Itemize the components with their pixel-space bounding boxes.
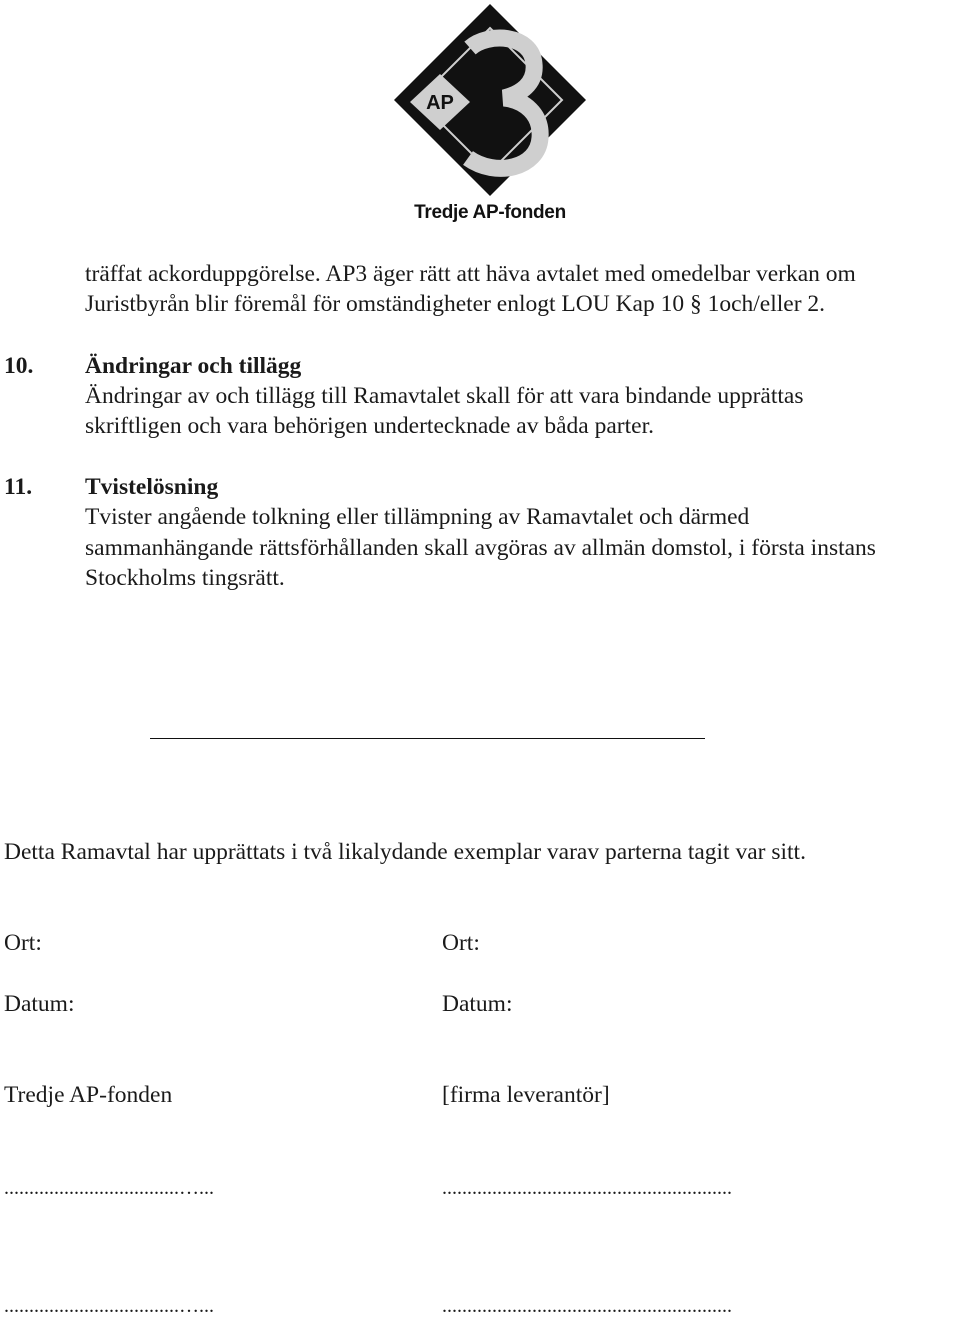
section-11-title: Tvistelösning: [85, 474, 219, 500]
section-10-line-2: skriftligen och vara behörigen undertecknade av båda parter.: [85, 413, 654, 439]
paragraph-continuation-line-1: träffat ackorduppgörelse. AP3 äger rätt att häva avtalet med omedelbar verkan om: [85, 261, 856, 287]
left-date-label: Datum:: [4, 991, 75, 1017]
section-11-line-3: Stockholms tingsrätt.: [85, 565, 285, 591]
tredje-ap-fonden-logo: [392, 2, 588, 228]
left-party-name: Tredje AP-fonden: [4, 1082, 173, 1108]
logo-caption: Tredje AP-fonden: [414, 202, 566, 223]
closing-statement: Detta Ramavtal har upprättats i två likalydande exemplar varav parterna tagit var sitt.: [4, 839, 806, 865]
right-date-label: Datum:: [442, 991, 513, 1017]
right-party-name: [firma leverantör]: [442, 1082, 610, 1108]
logo-ap-text: AP: [426, 92, 454, 114]
left-place-label: Ort:: [4, 930, 42, 956]
section-11-number: 11.: [4, 474, 33, 500]
right-name-dots: ..........................................................: [442, 1295, 732, 1317]
section-10-number: 10.: [4, 353, 34, 379]
section-10-title: Ändringar och tillägg: [85, 353, 302, 379]
left-name-dots: ...................................…...: [4, 1295, 214, 1317]
right-place-label: Ort:: [442, 930, 480, 956]
horizontal-rule: [150, 738, 705, 739]
section-10-line-1: Ändringar av och tillägg till Ramavtalet skall för att vara bindande upprättas: [85, 383, 804, 409]
left-signature-dots: ...................................…...: [4, 1177, 214, 1199]
paragraph-continuation-line-2: Juristbyrån blir föremål för omständigheter enlogt LOU Kap 10 § 1och/eller 2.: [85, 291, 826, 317]
section-11-line-1: Tvister angående tolkning eller tillämpning av Ramavtalet och därmed: [85, 504, 750, 530]
right-signature-dots: ..........................................................: [442, 1177, 732, 1199]
ap3-diamond-icon: [392, 2, 588, 202]
section-11-line-2: sammanhängande rättsförhållanden skall avgöras av allmän domstol, i första instans: [85, 535, 876, 561]
